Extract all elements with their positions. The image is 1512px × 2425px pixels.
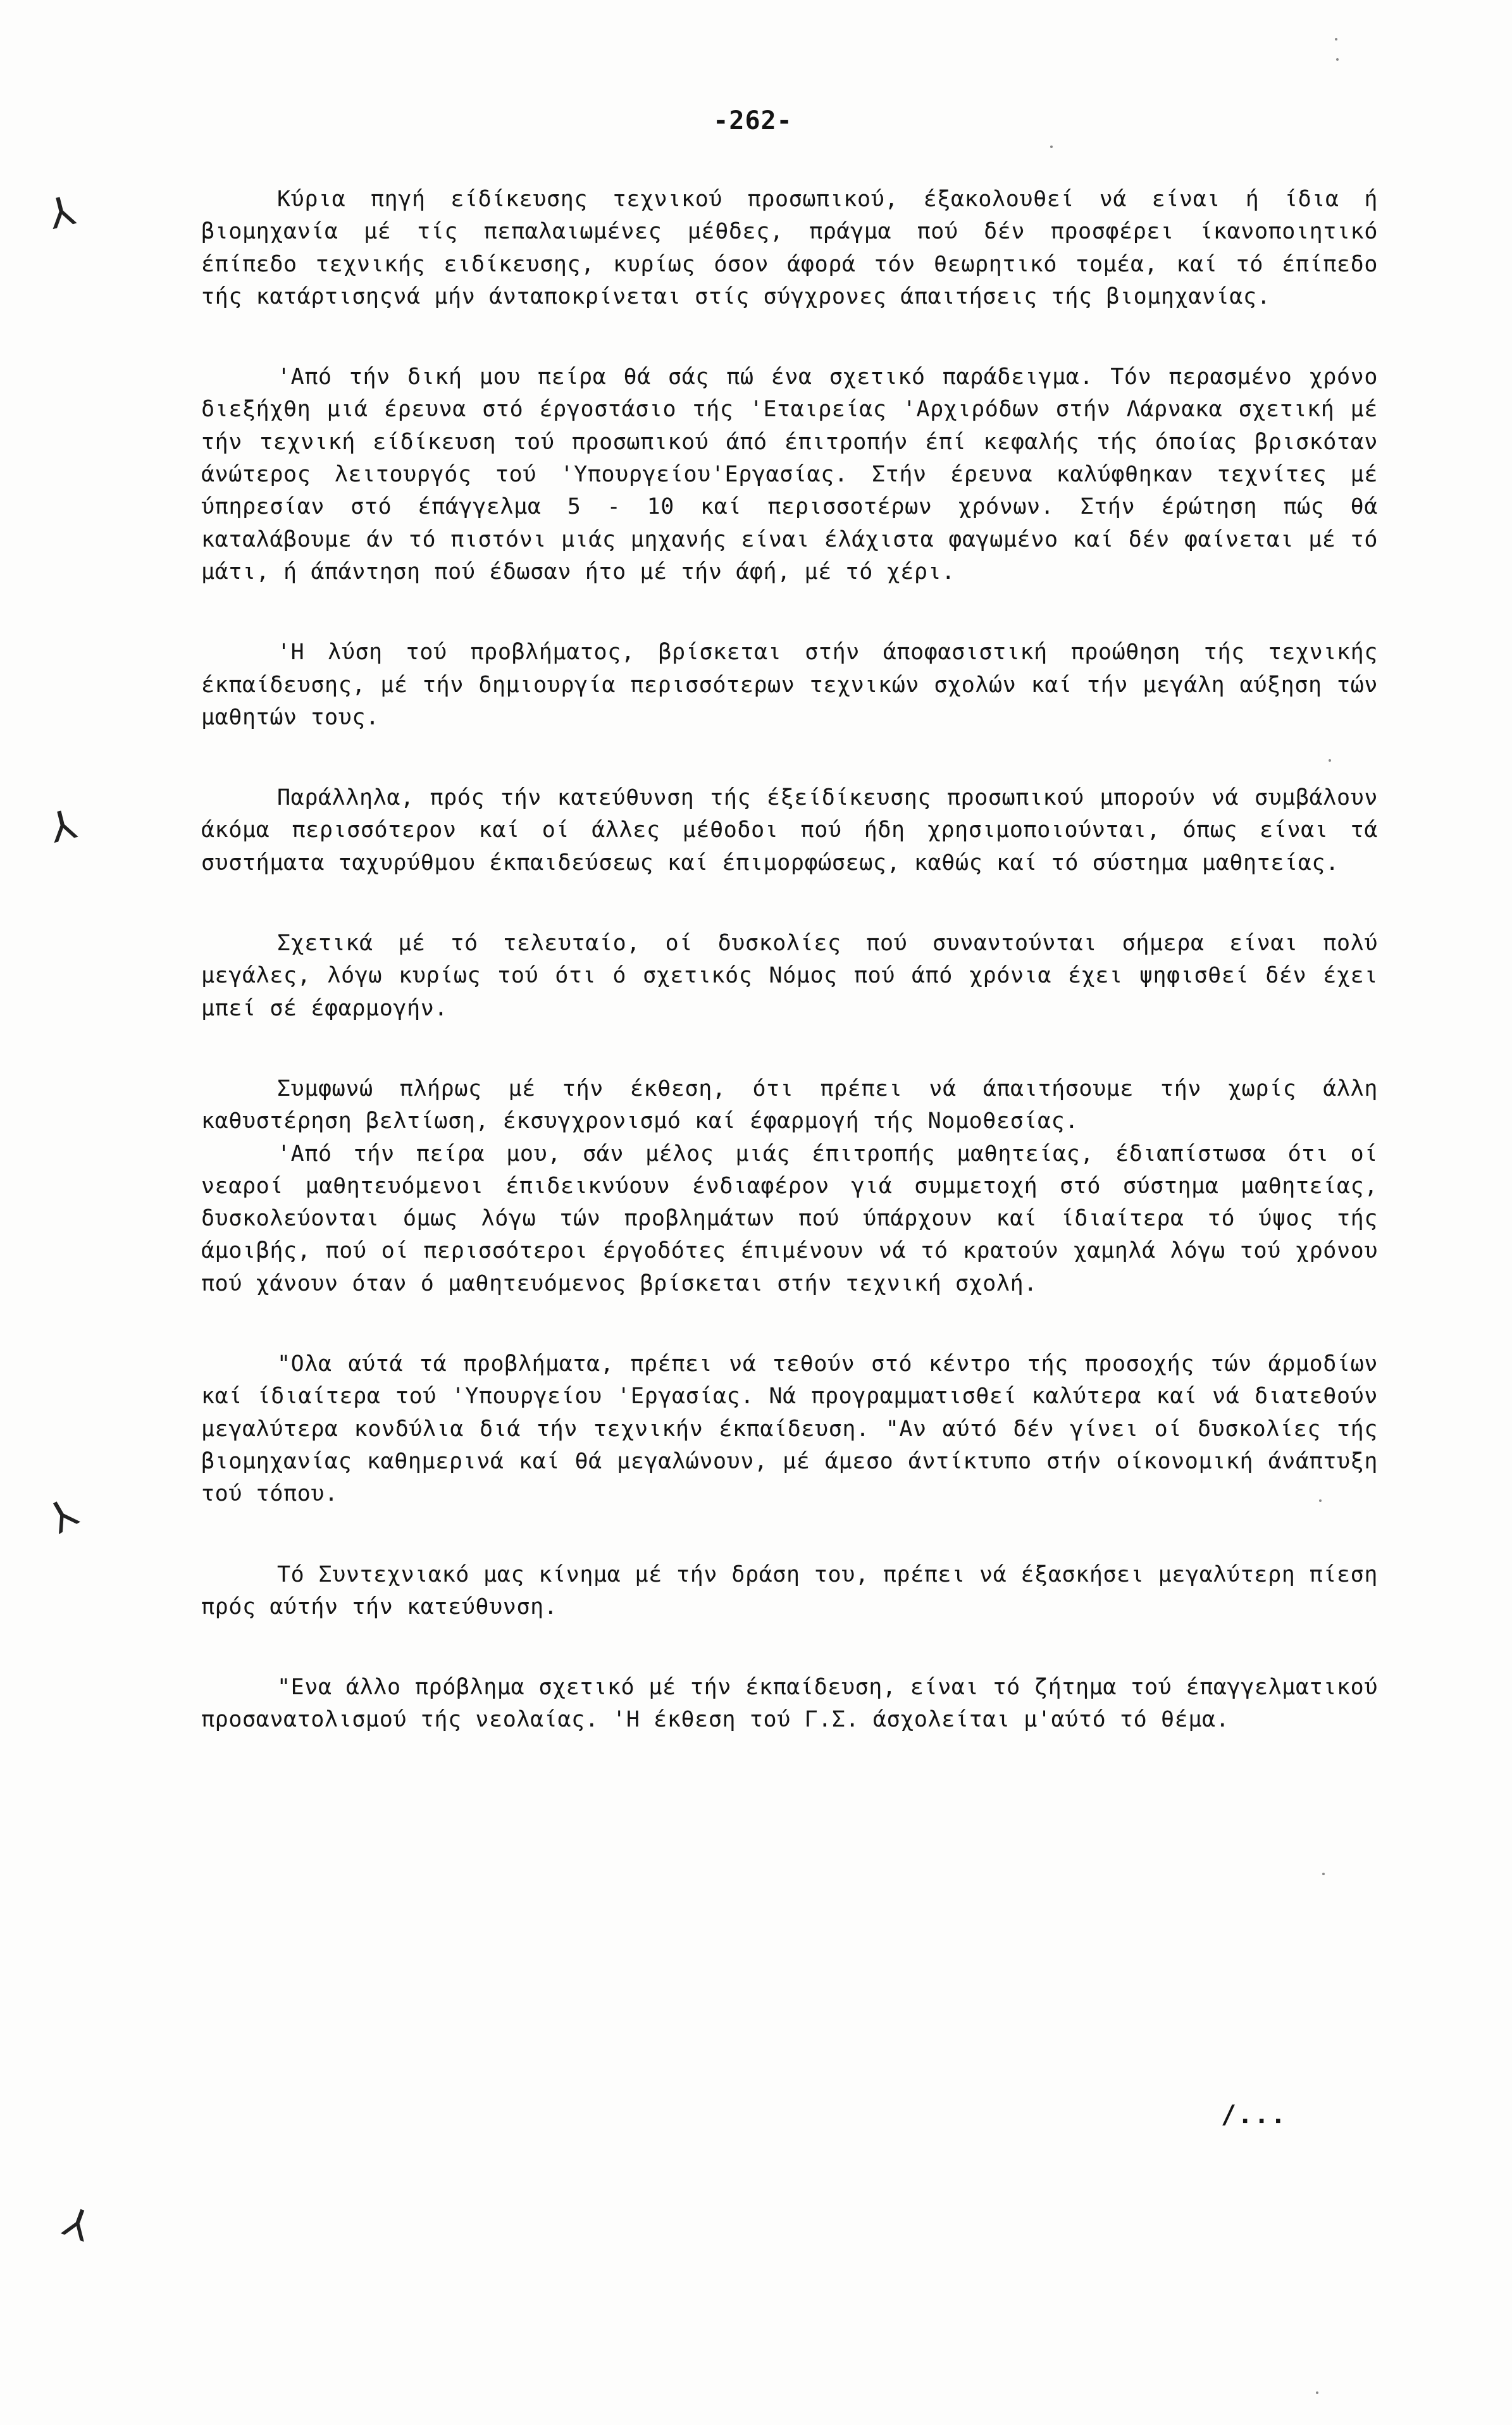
margin-tick-mark-icon: ⅄ [44, 187, 80, 239]
paragraph-6: Συμφωνώ πλήρως μέ τήν έκθεση, ότι πρέπει νά άπαιτήσουμε τήν χωρίς άλλη καθυστέρηση βελτίωση, έκσυγχρονισμό καί έφαρμογή τής Νομοθεσίας. [201, 1076, 1378, 1134]
paragraph-1: Κύρια πηγή είδίκευσης τεχνικού προσωπικού, έξακολουθεί νά είναι ή ίδια ή βιομηχανία μέ τίς πεπαλαιωμένες μέθδες, πράγμα πού δέν προσφέρει ίκανοποιητικό έπίπεδο τεχνικής ειδίκευσης, κυρίως όσον άφορά τόν θεωρητικό τομέα, καί τό έπίπεδο τής κατάρτισηςνά μήν άνταποκρίνεται στίς σύγχρονες άπαιτήσεις τής βιομηχανίας. [201, 187, 1378, 309]
scan-speck [1319, 1499, 1322, 1502]
paragraph-10: "Ενα άλλο πρόβλημα σχετικό μέ τήν έκπαίδευση, είναι τό ζήτημα τού έπαγγελματικού προσανατολισμού τής νεολαίας. 'Η έκθεση τού Γ.Σ. άσχολείται μ'αύτό τό θέμα. [201, 1675, 1378, 1733]
scan-speck [1316, 2391, 1318, 2394]
continuation-mark: /... [1221, 2100, 1287, 2130]
scan-speck [1336, 58, 1339, 61]
scan-speck [1050, 146, 1053, 148]
page-number: -262- [713, 106, 793, 135]
paragraph-7: 'Από τήν πείρα μου, σάν μέλος μιάς έπιτροπής μαθητείας, έδιαπίστωσα ότι οί νεαροί μαθητευόμενοι έπιδεικνύουν ένδιαφέρον γιά συμμετοχή στό σύστημα μαθητείας, δυσκολεύονται όμως λόγω τών προβλημάτων πού ύπάρχουν καί ίδιαίτερα τό ύψος τής άμοιβής, πού οί περισσότεροι έργοδότες έπιμένουν νά τό κρατούν χαμηλά λόγω τού χρόνου πού χάνουν όταν ό μαθητευόμενος βρίσκεται στήν τεχνική σχολή. [201, 1141, 1378, 1296]
scan-speck [1329, 759, 1331, 762]
scan-speck [1335, 38, 1337, 40]
margin-tick-mark-icon: ⅄ [40, 1490, 85, 1543]
margin-tick-mark-icon: ⅄ [45, 801, 81, 853]
paragraph-3: 'Η λύση τού προβλήματος, βρίσκεται στήν άποφασιστική προώθηση τής τεχνικής έκπαίδευσης, μέ τήν δημιουργία περισσότερων τεχνικών σχολών καί τήν μεγάλη αύξηση τών μαθητών τους. [201, 640, 1378, 730]
paragraph-5: Σχετικά μέ τό τελευταίο, οί δυσκολίες πού συναντούνται σήμερα είναι πολύ μεγάλες, λόγω κυρίως τού ότι ό σχετικός Νόμος πού άπό χρόνια έχει ψηφισθεί δέν έχει μπεί σέ έφαρμογήν. [201, 931, 1378, 1021]
body-text [201, 183, 1378, 1737]
margin-tick-mark-icon: ⅄ [57, 2199, 97, 2252]
paragraph-9: Τό Συντεχνιακό μας κίνημα μέ τήν δράση του, πρέπει νά έξασκήσει μεγαλύτερη πίεση πρός αύτήν τήν κατεύθυνση. [201, 1561, 1378, 1620]
paragraph-8: "Ολα αύτά τά προβλήματα, πρέπει νά τεθούν στό κέντρο τής προσοχής τών άρμοδίων καί ίδιαίτερα τού 'Υπουργείου 'Εργασίας. Νά προγραμματισθεί καλύτερα καί νά διατεθούν μεγαλύτερα κονδύλια διά τήν τεχνικήν έκπαίδευση. "Αν αύτό δέν γίνει οί δυσκολίες τής βιομηχανίας καθημερινά καί θά μεγαλώνουν, μέ άμεσο άντίκτυπο στήν οίκονομική άνάπτυξη τού τόπου. [201, 1351, 1378, 1507]
paragraph-2: 'Από τήν δική μου πείρα θά σάς πώ ένα σχετικό παράδειγμα. Τόν περασμένο χρόνο διεξήχθη μιά έρευνα στό έργοστάσιο τής 'Εταιρείας 'Αρχιρόδων στήν Λάρνακα σχετική μέ τήν τεχνική είδίκευση τού προσωπικού άπό έπιτροπήν έπί κεφαλής τής όποίας βρισκόταν άνώτερος λειτουργός τού 'Υπουργείου'Εργασίας. Στήν έρευνα καλύφθηκαν τεχνίτες μέ ύπηρεσίαν στό έπάγγελμα 5 - 10 καί περισσοτέρων χρόνων. Στήν έρώτηση πώς θά καταλάβουμε άν τό πιστόνι μιάς μηχανής είναι έλάχιστα φαγωμένο καί δέν φαίνεται μέ τό μάτι, ή άπάντηση πού έδωσαν ήτο μέ τήν άφή, μέ τό χέρι. [201, 364, 1378, 585]
scan-speck [1322, 1873, 1325, 1875]
paragraph-4: Παράλληλα, πρός τήν κατεύθυνση τής έξείδίκευσης προσωπικού μπορούν νά συμβάλουν άκόμα περισσότερον καί οί άλλες μέθοδοι πού ήδη χρησιμοποιούνται, όπως είναι τά συστήματα ταχυρύθμου έκπαιδεύσεως καί έπιμορφώσεως, καθώς καί τό σύστημα μαθητείας. [201, 785, 1378, 876]
